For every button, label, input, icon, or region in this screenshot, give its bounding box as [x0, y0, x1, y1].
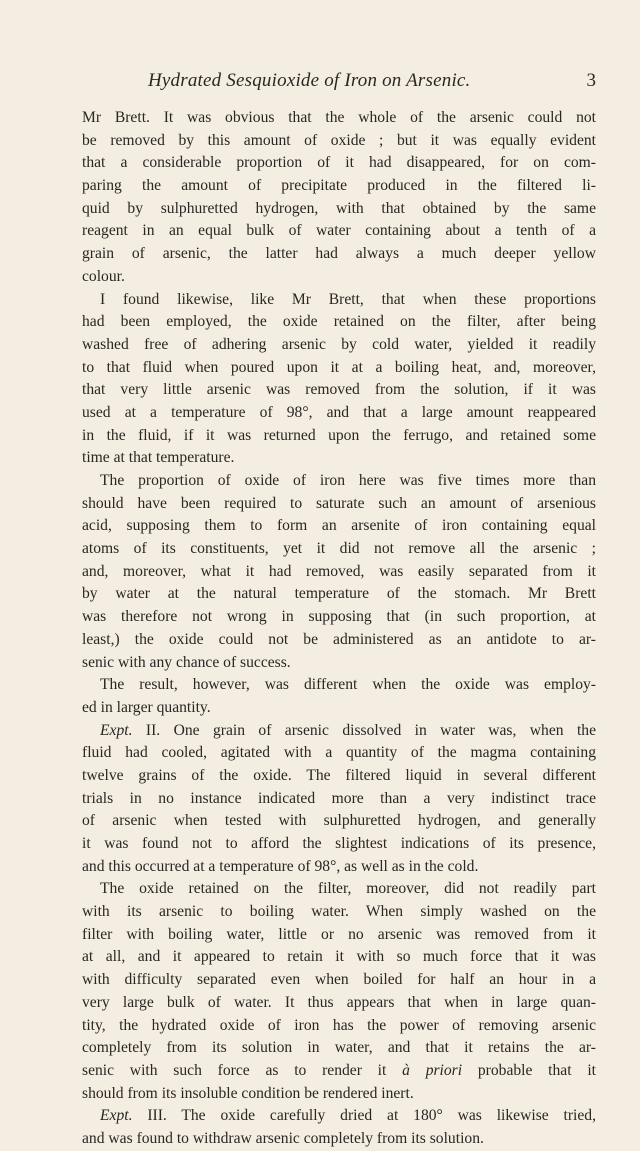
text-line: Mr Brett. It was obvious that the whole of the arsenic could not: [82, 109, 596, 126]
text-line: The oxide retained on the filter, moreover, did not readily part: [100, 880, 596, 898]
text-line: by water at the natural temperature of the stomach. Mr Brett: [82, 585, 596, 603]
text-line: had been employed, the oxide retained on the filter, after being: [82, 313, 596, 331]
page-number: 3: [586, 70, 596, 91]
text-line: least,) the oxide could not be administered as an antidote to ar-: [82, 630, 596, 648]
text-line: and this occurred at a temperature of 98°, as well as in the cold.: [82, 857, 479, 875]
text-line: twelve grains of the oxide. The filtered liquid in several different: [82, 766, 596, 784]
text-line: it was found not to afford the slightest indications of its presence,: [82, 835, 596, 852]
text-line: I found likewise, like Mr Brett, that when these proportions: [100, 290, 596, 308]
running-head: [96, 70, 596, 94]
text-line: completely from its solution in water, and that it retains the ar-: [82, 1039, 596, 1057]
text-line: and, moreover, what it had removed, was easily separated from it: [82, 562, 596, 580]
text-line: with its arsenic to boiling water. When simply washed on the: [82, 903, 596, 921]
experiment-label: Expt.: [100, 721, 133, 739]
running-title: Hydrated Sesquioxide of Iron on Arsenic.: [148, 70, 471, 91]
text-line: and was found to withdraw arsenic completely from its solution.: [82, 1129, 484, 1147]
text-line: colour.: [82, 267, 125, 285]
text-line: very large bulk of water. It thus appears that when in large quan-: [82, 993, 596, 1011]
text-line: The proportion of oxide of iron here was five times more than: [100, 472, 596, 489]
text-run: II. One grain of arsenic dissolved in water was, when the: [132, 721, 596, 739]
text-line: tity, the hydrated oxide of iron has the power of removing arsenic: [82, 1016, 596, 1034]
text-line: acid, supposing them to form an arsenite of iron containing equal: [82, 517, 596, 535]
text-line: used at a temperature of 98°, and that a large amount reappeared: [82, 403, 596, 421]
body-text: [82, 107, 596, 1151]
text-line: ed in larger quantity.: [82, 698, 211, 716]
text-line: of arsenic when tested with sulphuretted hydrogen, and generally: [82, 812, 596, 830]
text-line: quid by sulphuretted hydrogen, with that obtained by the same: [82, 199, 596, 217]
text-line: atoms of its constituents, yet it did not remove all the arsenic ;: [82, 540, 596, 558]
text-line: that a considerable proportion of it had disappeared, for on com-: [82, 154, 596, 172]
text-line: to that fluid when poured upon it at a boiling heat, and, moreover,: [82, 358, 596, 376]
text-line: fluid had cooled, agitated with a quantity of the magma containing: [82, 744, 596, 762]
text-line: [82, 1060, 596, 1083]
experiment-label: Expt.: [100, 1107, 133, 1125]
text-run: probable that it: [462, 1061, 596, 1079]
text-line: with difficulty separated even when boiled for half an hour in a: [82, 971, 596, 989]
text-run: III. The oxide carefully dried at 180° was likewise tried,: [132, 1107, 596, 1125]
text-line: reagent in an equal bulk of water containing about a tenth of a: [82, 222, 596, 240]
text-line: paring the amount of precipitate produced in the filtered li-: [82, 177, 596, 195]
text-line: [82, 720, 596, 743]
italic-phrase: à priori: [402, 1061, 463, 1079]
text-line: grain of arsenic, the latter had always a much deeper yellow: [82, 245, 596, 263]
text-line: be removed by this amount of oxide ; but it was equally evident: [82, 131, 596, 149]
text-line: trials in no instance indicated more than a very indistinct trace: [82, 789, 596, 807]
text-line: time at that temperature.: [82, 449, 235, 467]
text-line: filter with boiling water, little or no arsenic was removed from it: [82, 925, 596, 943]
text-line: washed free of adhering arsenic by cold water, yielded it readily: [82, 335, 596, 353]
text-line: should have been required to saturate such an amount of arsenious: [82, 494, 596, 512]
text-line: in the fluid, if it was returned upon the ferrugo, and retained some: [82, 426, 596, 444]
text-line: that very little arsenic was removed from the solution, if it was: [82, 381, 596, 399]
text-line: was therefore not wrong in supposing that (in such proportion, at: [82, 608, 596, 626]
text-line: should from its insoluble condition be rendered inert.: [82, 1084, 414, 1102]
text-line: The result, however, was different when the oxide was employ-: [100, 676, 596, 694]
text-line: [82, 1105, 596, 1128]
text-line: at all, and it appeared to retain it with so much force that it was: [82, 948, 596, 966]
text-run: senic with such force as to render it: [82, 1061, 403, 1079]
text-line: senic with any chance of success.: [82, 653, 291, 671]
